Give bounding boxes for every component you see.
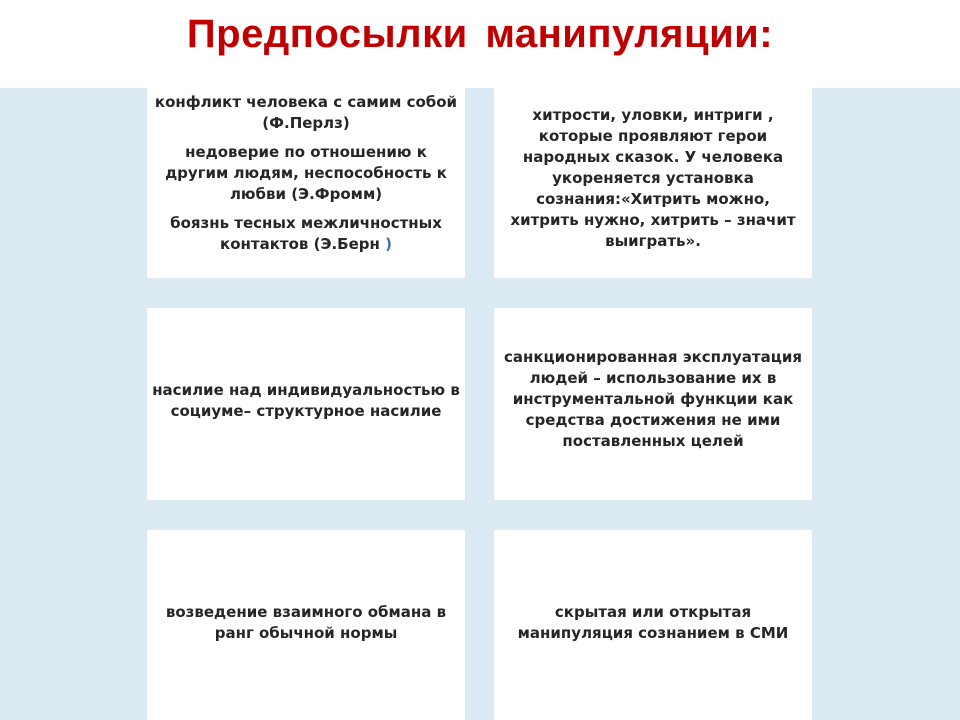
card-bottom-right-text: скрытая или открытая манипуляция сознанием в СМИ <box>517 603 789 642</box>
card-top-left-line-3-text: боязнь тесных межличностных контактов (Э.Берн <box>170 214 442 253</box>
card-middle-left-text: насилие над индивидуальностью в социуме– структурное насилие <box>152 381 460 420</box>
card-bottom-right <box>494 530 812 720</box>
card-top-left-line-1: конфликт человека с самим собой (Ф.Перлз) <box>154 93 458 132</box>
card-top-left-line-3 <box>153 213 459 255</box>
closing-paren: ) <box>385 235 392 253</box>
card-top-right-text: хитрости, уловки, интриги , которые проявляют герои народных сказок. У человека укореняется установка сознания:«Хитрить можно, хитрить нужно, хитрить – значит выиграть». <box>510 106 796 250</box>
card-top-left <box>147 88 465 278</box>
card-bottom-left-text: возведение взаимного обмана в ранг обычной нормы <box>165 603 447 642</box>
card-middle-right <box>494 308 812 500</box>
slide-title: Предпосылки манипуляции: <box>186 12 774 56</box>
card-middle-left <box>147 308 465 500</box>
card-top-left-line-2: недоверие по отношению к другим людям, неспособность к любви (Э.Фромм) <box>165 143 447 203</box>
background-band <box>0 88 960 720</box>
card-top-right <box>494 88 812 278</box>
card-bottom-left <box>147 530 465 720</box>
card-middle-right-text: санкционированная эксплуатация людей – использование их в инструментальной функции как средства достижения не ими поставленных целей <box>503 348 802 450</box>
